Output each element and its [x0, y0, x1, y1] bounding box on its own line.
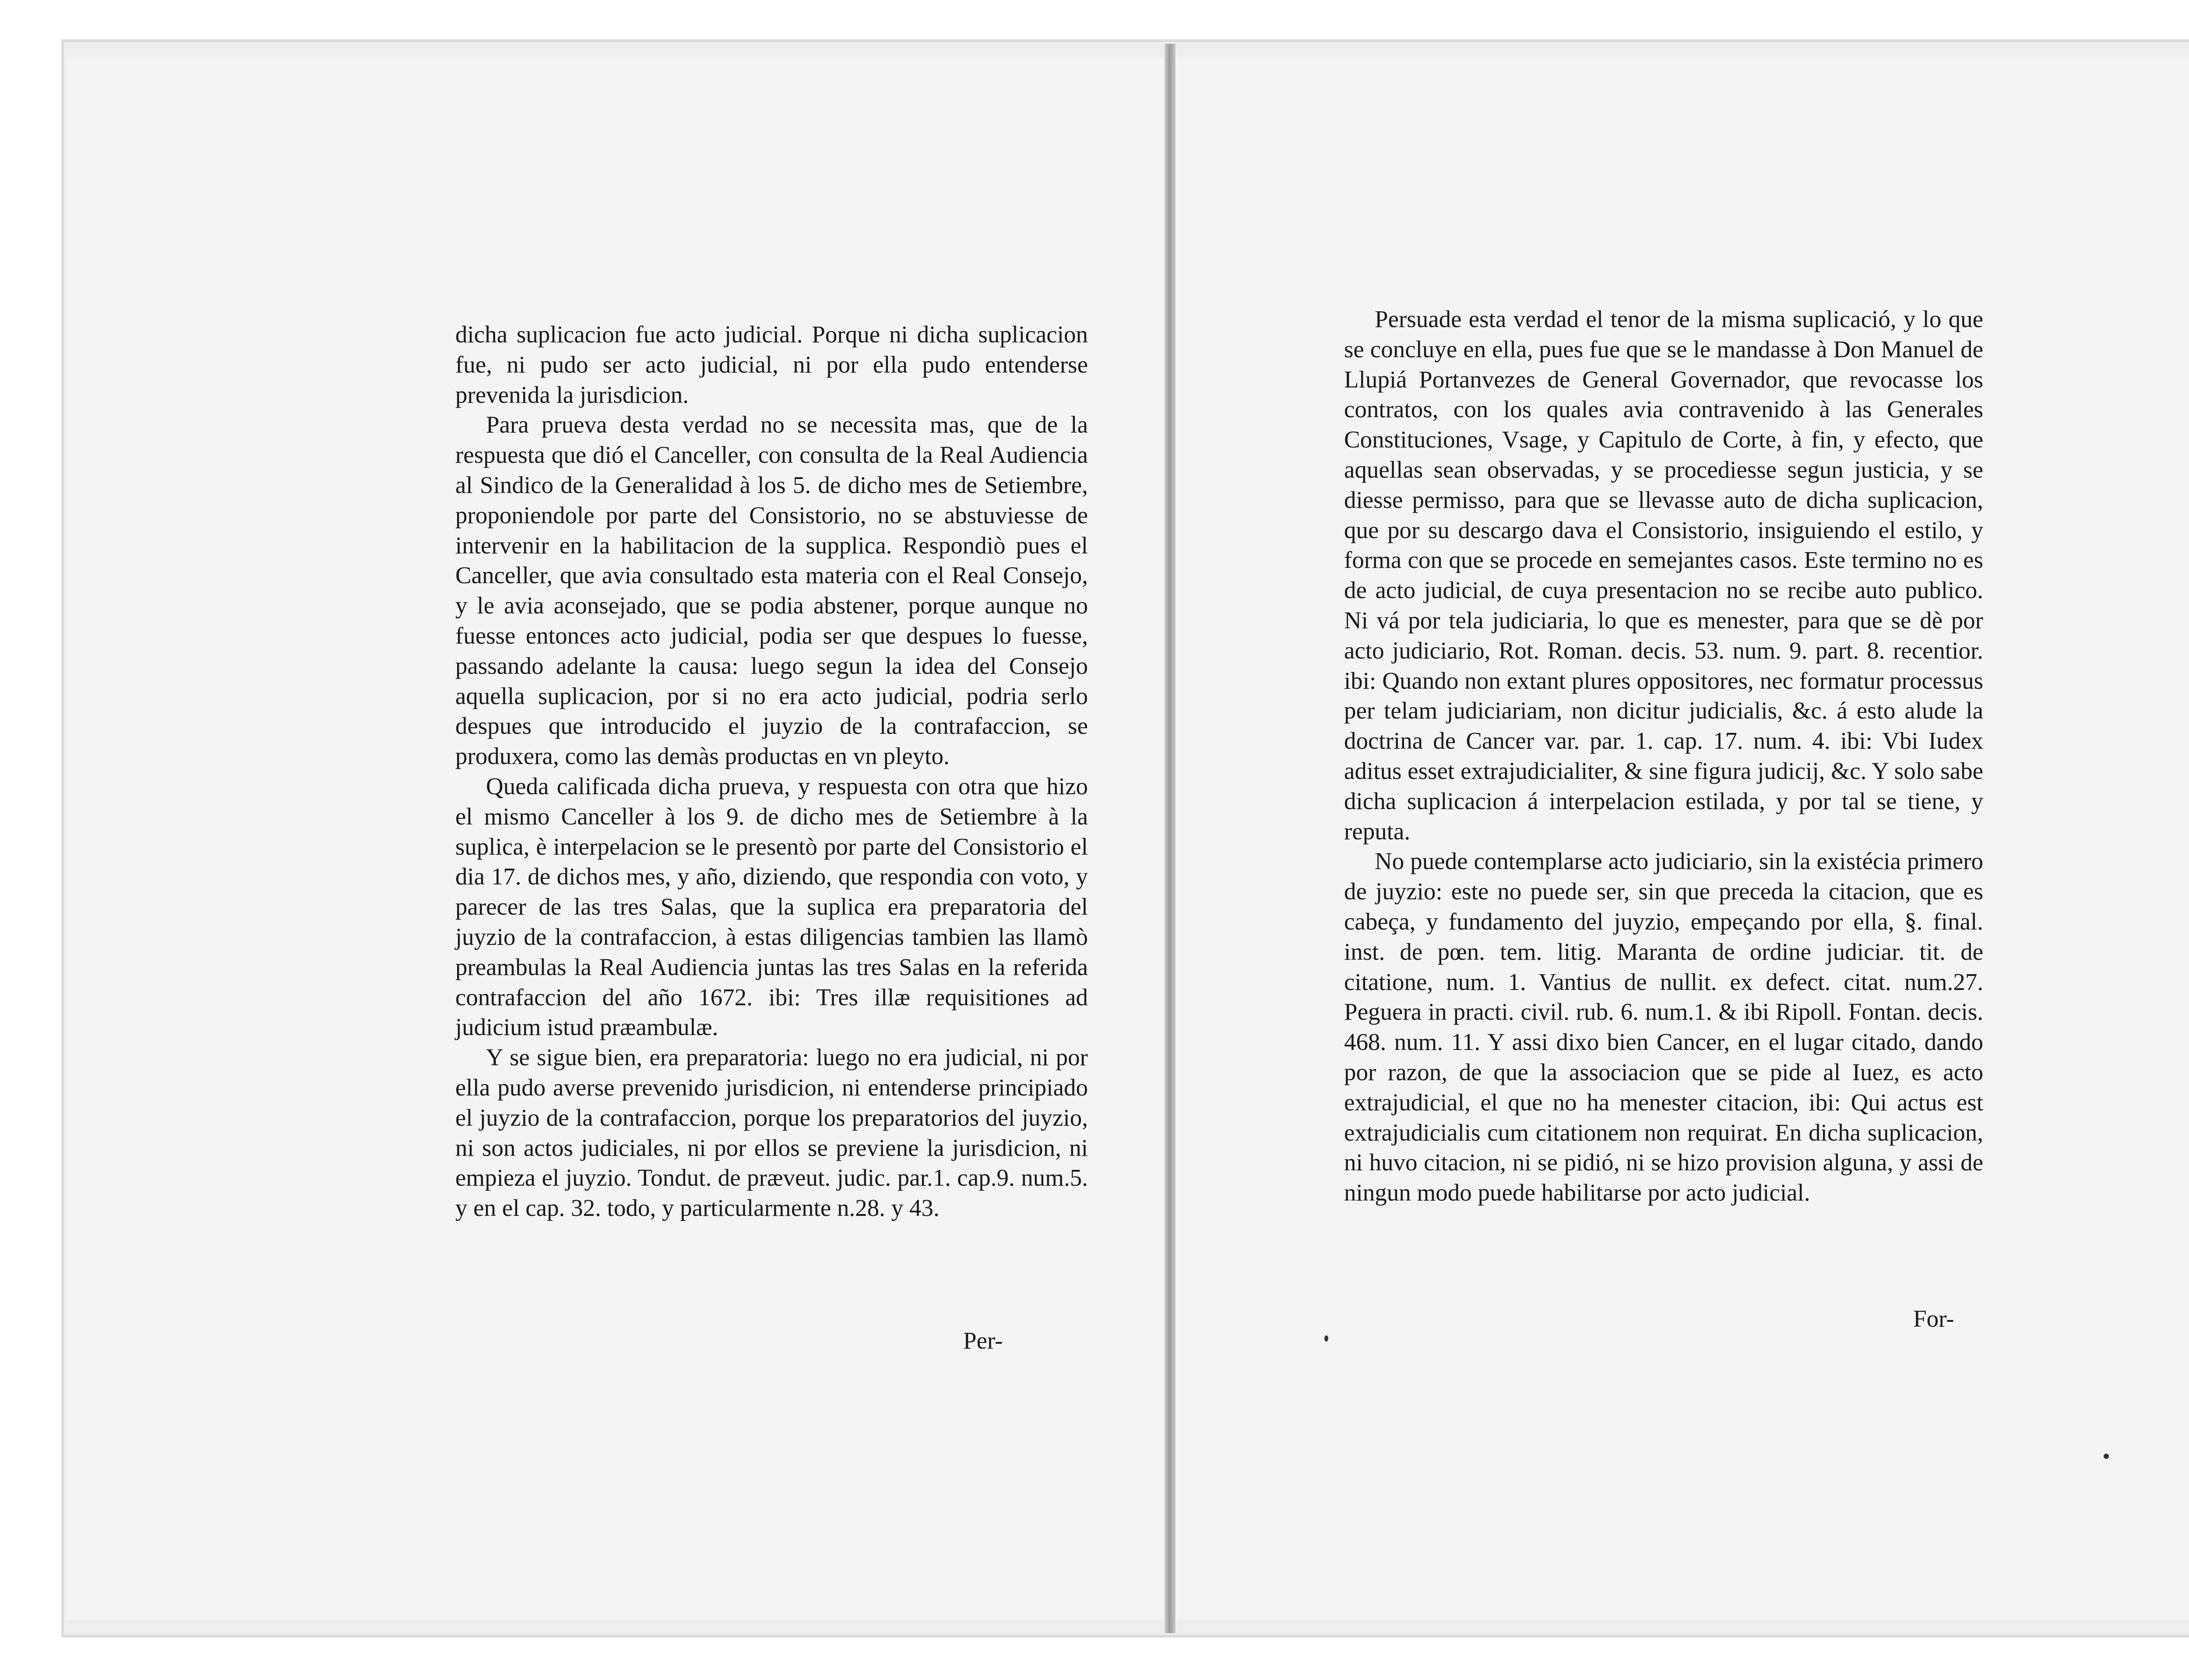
right-catchword: For- [1913, 1305, 1954, 1332]
book-spread [61, 39, 2189, 1638]
right-paragraph-1: Persuade esta verdad el tenor de la misma suplicació, y lo que se concluye en ella, pues fue que se le mandasse à Don Manuel de Llupiá Portanvezes de General Governador, que revocasse los contratos, con los quales avia contravenido à las Generales Constituciones, Vsage, y Capitulo de Corte, à fin, y efecto, que aquellas sean observadas, y se procediesse segun justicia, y se diesse permisso, para que se llevasse auto de dicha suplicacion, que por su descargo dava el Consistorio, insiguiendo el estilo, y forma con que se procede en semejantes casos. Este termino no es de acto judicial, de cuya presentacion no se recibe auto publico. Ni vá por tela judiciaria, lo que es menester, para que se dè por acto judiciario, Rot. Roman. decis. 53. num. 9. part. 8. recentior. ibi: Quando non extant plures oppositores, nec formatur processus per telam judiciariam, non dicitur judicialis, &c. á esto alude la doctrina de Cancer var. par. 1. cap. 17. num. 4. ibi: Vbi Iudex aditus esset extrajudicialiter, & sine figura judicij, &c. Y solo sabe dicha suplicacion á interpelacion estilada, y por tal se tiene, y reputa. [1344, 306, 1983, 845]
left-paragraph-2: Para prueva desta verdad no se necessita mas, que de la respuesta que dió el Canceller, con consulta de la Real Audiencia al Sindico de la Generalidad à los 5. de dicho mes de Setiembre, proponiendole por parte del Consistorio, no se abstuviesse de intervenir en la habilitacion de la supplica. Respondiò pues el Canceller, que avia consultado esta materia con el Real Consejo, y le avia aconsejado, que se podia abstener, porque aunque no fuesse entonces acto judicial, podia ser que despues lo fuesse, passando adelante la causa: luego segun la idea del Consejo aquella suplicacion, por si no era acto judicial, podria serlo despues que introducido el juyzio de la contrafaccion, se produxera, como las demàs productas en vn pleyto. [455, 411, 1088, 770]
left-paragraph-4: Y se sigue bien, era preparatoria: luego no era judicial, ni por ella pudo averse prevenido jurisdicion, ni entenderse principiado el juyzio de la contrafaccion, porque los preparatorios del juyzio, ni son actos judiciales, ni por ellos se previene la jurisdicion, ni empieza el juyzio. Tondut. de præveut. judic. par.1. cap.9. num.5. y en el cap. 32. todo, y particularmente n.28. y 43. [455, 1044, 1088, 1222]
ink-speck [1324, 1335, 1328, 1342]
left-paragraph-1: dicha suplicacion fue acto judicial. Porque ni dicha suplicacion fue, ni pudo ser acto judicial, ni por ella pudo entenderse prevenida la jurisdicion. [455, 321, 1088, 408]
right-page [1175, 57, 2189, 1620]
right-page-text [1344, 304, 1983, 1208]
book-gutter [1165, 44, 1175, 1633]
ink-speck [2104, 1454, 2109, 1459]
left-catchword: Per- [963, 1327, 1003, 1354]
right-paragraph-2: No puede contemplarse acto judiciario, sin la existécia primero de juyzio: este no puede ser, sin que preceda la citacion, que es cabeça, y fundamento del juyzio, empeçando por ella, §. final. inst. de pœn. tem. litig. Maranta de ordine judiciar. tit. de citatione, num. 1. Vantius de nullit. ex defect. citat. num.27. Peguera in practi. civil. rub. 6. num.1. & ibi Ripoll. Fontan. decis. 468. num. 11. Y assi dixo bien Cancer, en el lugar citado, dando por razon, de que la associacion que se pide al Iuez, es acto extrajudicial, el que no ha menester citacion, ibi: Qui actus est extrajudicialis cum citationem non requirat. En dicha suplicacion, ni huvo citacion, ni se pidió, ni se hizo provision alguna, y assi de ningun modo puede habilitarse por acto judicial. [1344, 848, 1983, 1206]
left-page-text [455, 320, 1088, 1223]
left-paragraph-3: Queda calificada dicha prueva, y respuesta con otra que hizo el mismo Canceller à los 9. de dicho mes de Setiembre à la suplica, è interpelacion se le presentò por parte del Consistorio el dia 17. de dichos mes, y año, diziendo, que respondia con voto, y parecer de las tres Salas, que la suplica era preparatoria del juyzio de la contrafaccion, à estas diligencias tambien las llamò preambulas la Real Audiencia juntas las tres Salas en la referida contrafaccion del año 1672. ibi: Tres illæ requisitiones ad judicium istud præambulæ. [455, 772, 1088, 1041]
left-page [66, 57, 1165, 1620]
